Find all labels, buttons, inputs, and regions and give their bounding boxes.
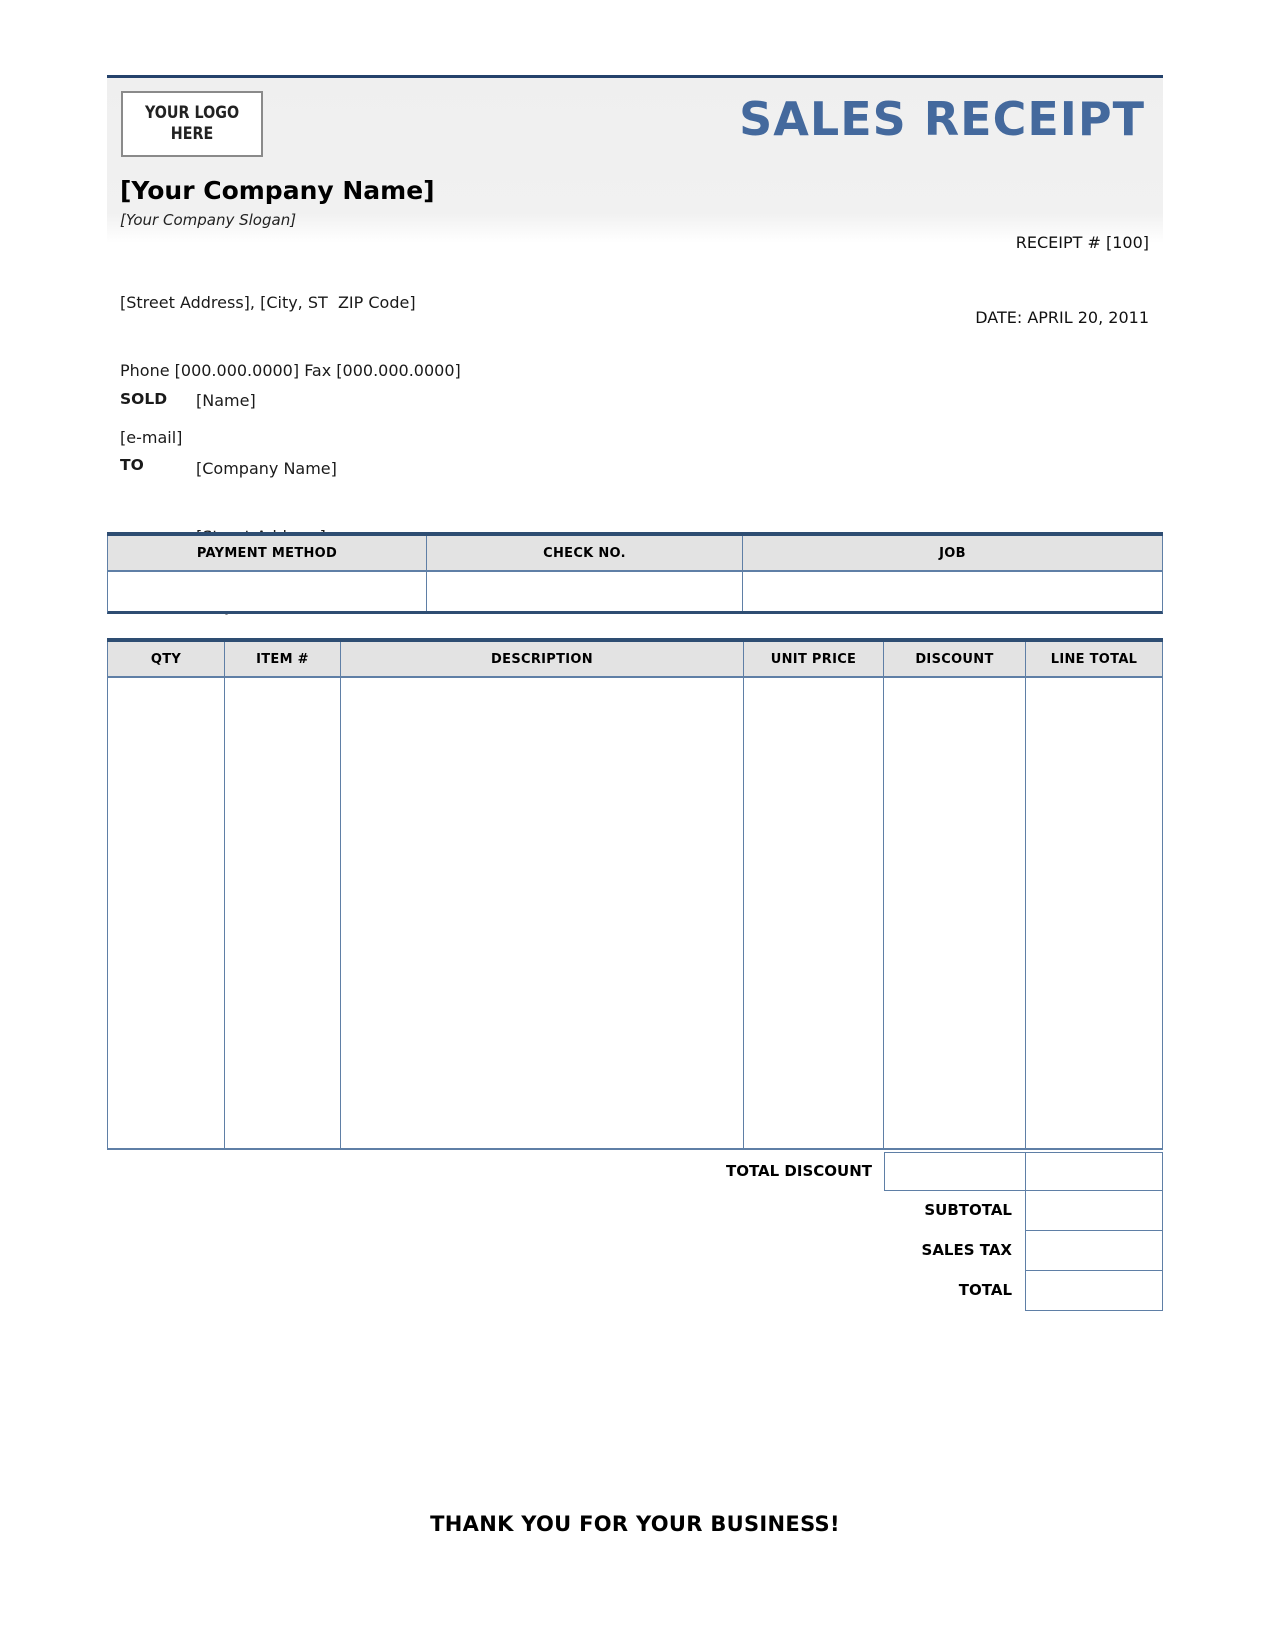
- payment-table-header: [107, 536, 1163, 572]
- logo-text-line1: YOUR LOGO: [144, 103, 240, 124]
- items-table-header: [107, 642, 1163, 678]
- check-no-header: CHECK NO.: [427, 536, 743, 570]
- discount-header: DISCOUNT: [884, 642, 1026, 676]
- unit-price-header: UNIT PRICE: [744, 642, 884, 676]
- total-discount-cell: [884, 1152, 1026, 1191]
- payment-table-row: [107, 572, 1163, 614]
- sold-to-name: [Name]: [196, 390, 256, 410]
- total-label: TOTAL: [958, 1281, 1012, 1299]
- logo-text-line2: HERE: [170, 124, 214, 144]
- payment-method-header: PAYMENT METHOD: [108, 536, 427, 570]
- sold-to-company: [Company Name]: [196, 458, 337, 478]
- receipt-number: RECEIPT # [100]: [1015, 233, 1149, 252]
- sold-to-label: SOLD TO: [120, 390, 168, 474]
- receipt-meta: [975, 180, 1149, 380]
- qty-header: QTY: [108, 642, 225, 676]
- item-no-column: [225, 678, 341, 1148]
- receipt-date: DATE: APRIL 20, 2011: [975, 308, 1149, 327]
- job-cell: [743, 572, 1162, 611]
- subtotal-label: SUBTOTAL: [924, 1201, 1012, 1219]
- subtotal-cell: [1025, 1190, 1163, 1231]
- sales-tax-cell: [1025, 1230, 1163, 1271]
- total-cell: [1025, 1270, 1163, 1311]
- logo-text: [145, 103, 239, 144]
- item-no-header: ITEM #: [225, 642, 341, 676]
- footer-message: THANK YOU FOR YOUR BUSINESS!: [430, 1512, 840, 1536]
- address-line-3: [e-mail]: [120, 428, 183, 447]
- payment-method-cell: [108, 572, 427, 611]
- sales-tax-label: SALES TAX: [921, 1241, 1012, 1259]
- total-discount-label: TOTAL DISCOUNT: [725, 1162, 872, 1180]
- job-header: JOB: [939, 545, 966, 561]
- company-name: [Your Company Name]: [120, 176, 435, 205]
- items-table-body: [107, 678, 1163, 1150]
- payment-table: [107, 532, 1163, 614]
- unit-price-column: [744, 678, 884, 1148]
- address-line-1: [Street Address], [City, ST ZIP Code]: [120, 293, 416, 312]
- company-slogan: [Your Company Slogan]: [120, 211, 297, 229]
- address-line-2: Phone [000.000.0000] Fax [000.000.0000]: [120, 360, 461, 380]
- page-title: SALES RECEIPT: [739, 92, 1145, 146]
- line-total-header: LINE TOTAL: [1050, 651, 1138, 667]
- description-header: DESCRIPTION: [341, 642, 744, 676]
- discount-column: [884, 678, 1026, 1148]
- line-total-column: [1026, 678, 1162, 1148]
- logo-placeholder: [121, 91, 263, 157]
- description-column: [341, 678, 744, 1148]
- check-no-cell: [427, 572, 743, 611]
- qty-column: [108, 678, 225, 1148]
- total-discount-line-total-cell: [1025, 1152, 1163, 1191]
- items-table: [107, 638, 1163, 1150]
